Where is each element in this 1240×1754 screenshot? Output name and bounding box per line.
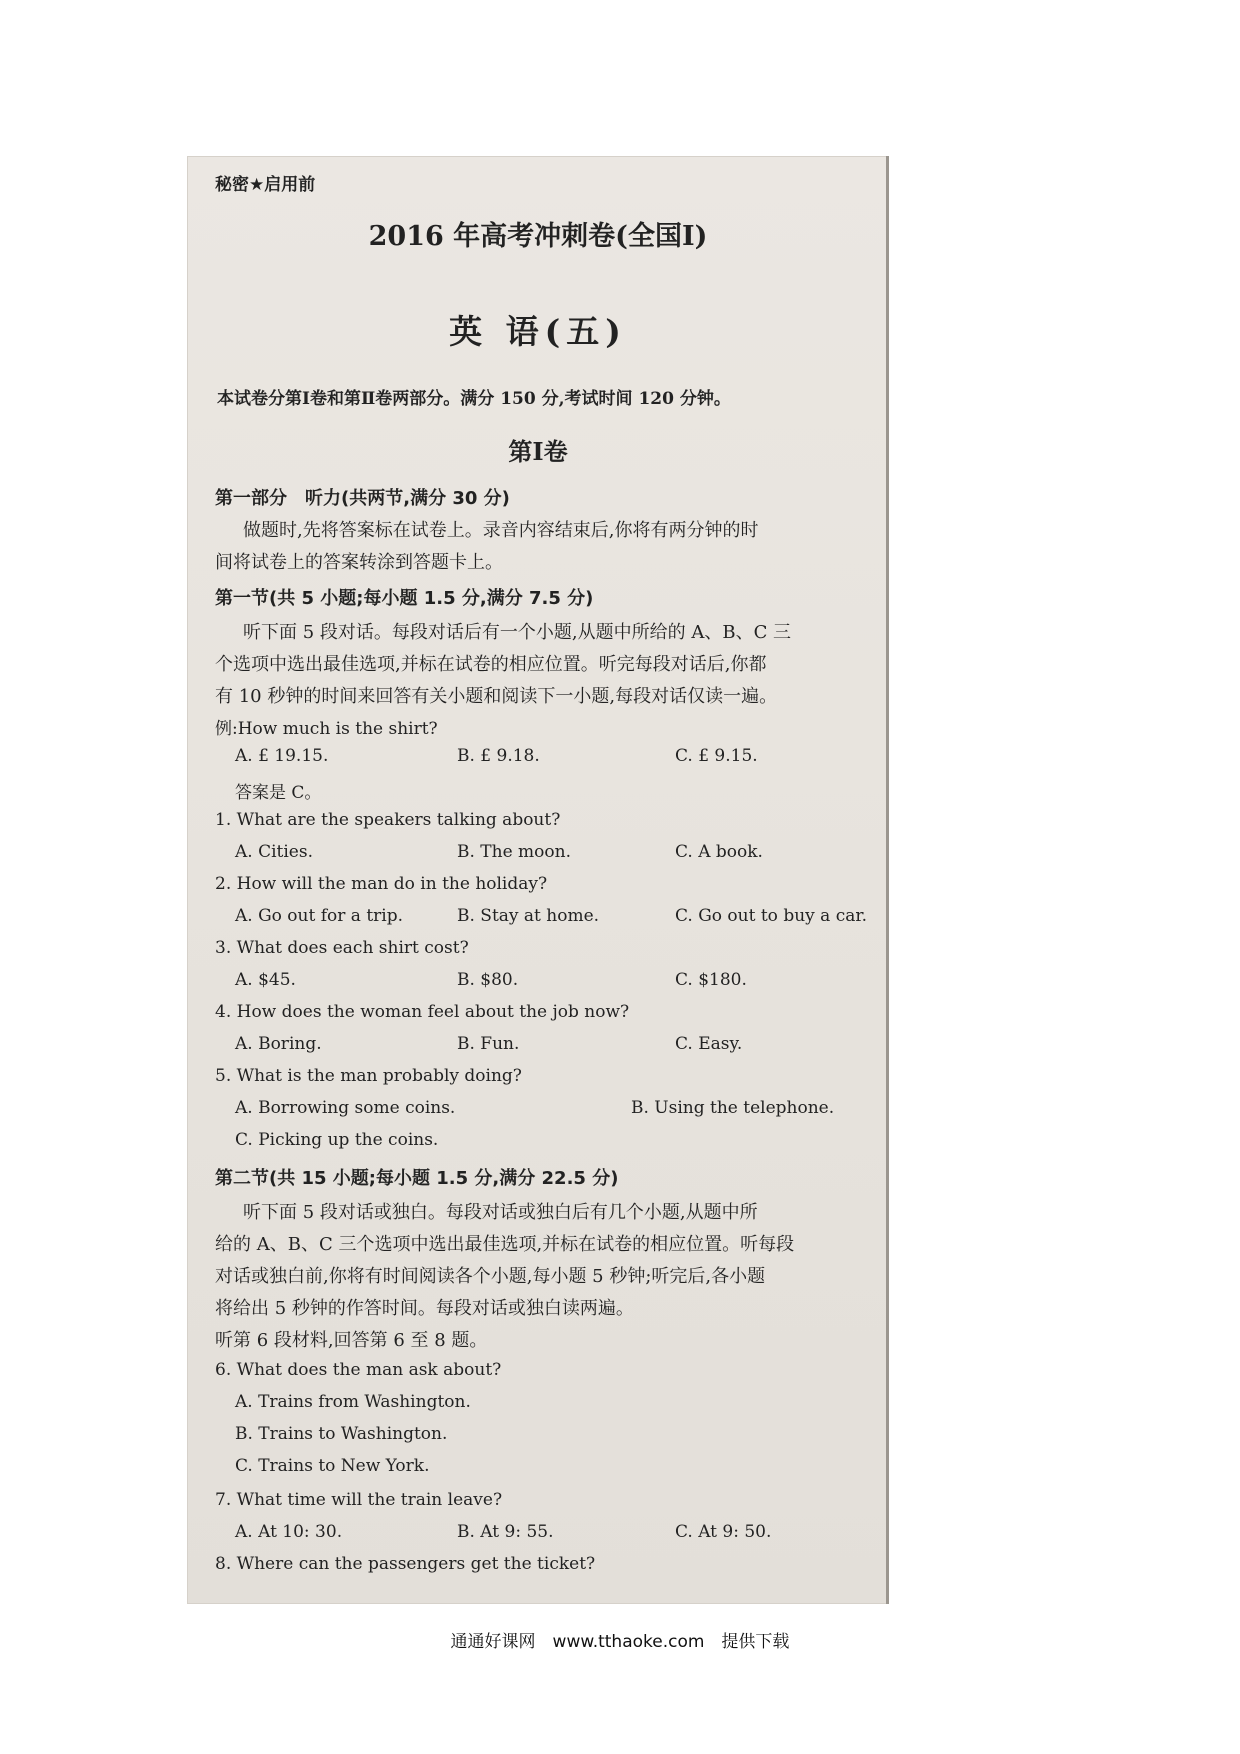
- question-1: 1. What are the speakers talking about?: [215, 810, 561, 830]
- example-option-b: B. £ 9.18.: [457, 746, 540, 766]
- question-6: 6. What does the man ask about?: [215, 1360, 502, 1380]
- q4-option-b: B. Fun.: [457, 1034, 520, 1054]
- q1-option-c: C. A book.: [675, 842, 763, 862]
- section1-instruction-line: 有 10 秒钟的时间来回答有关小题和阅读下一小题,每段对话仅读一遍。: [215, 686, 778, 707]
- section2-instruction-line: 给的 A、B、C 三个选项中选出最佳选项,并标在试卷的相应位置。听每段: [215, 1234, 795, 1255]
- material-intro: 听第 6 段材料,回答第 6 至 8 题。: [215, 1330, 488, 1351]
- section2-heading: 第二节(共 15 小题;每小题 1.5 分,满分 22.5 分): [215, 1168, 619, 1189]
- exam-title: 2016 年高考冲刺卷(全国Ⅰ): [368, 221, 708, 252]
- q7-option-c: C. At 9: 50.: [675, 1522, 772, 1542]
- q4-option-a: A. Boring.: [235, 1034, 322, 1054]
- q6-option-b: B. Trains to Washington.: [235, 1424, 448, 1444]
- confidential-label: 秘密★启用前: [215, 175, 316, 195]
- section1-instruction-line: 个选项中选出最佳选项,并标在试卷的相应位置。听完每段对话后,你都: [215, 654, 767, 675]
- question-8: 8. Where can the passengers get the ticket?: [215, 1554, 596, 1574]
- section1-instruction-line: 听下面 5 段对话。每段对话后有一个小题,从题中所给的 A、B、C 三: [243, 622, 792, 643]
- q3-option-b: B. $80.: [457, 970, 519, 990]
- question-4: 4. How does the woman feel about the job now?: [215, 1002, 630, 1022]
- section2-instruction-line: 听下面 5 段对话或独白。每段对话或独白后有几个小题,从题中所: [243, 1202, 758, 1223]
- q2-option-c: C. Go out to buy a car.: [675, 906, 868, 926]
- q1-option-b: B. The moon.: [457, 842, 571, 862]
- question-2: 2. How will the man do in the holiday?: [215, 874, 548, 894]
- exam-intro: 本试卷分第Ⅰ卷和第Ⅱ卷两部分。满分 150 分,考试时间 120 分钟。: [217, 389, 731, 409]
- part1-instruction-line: 间将试卷上的答案转涂到答题卡上。: [215, 552, 503, 573]
- section1-heading: 第一节(共 5 小题;每小题 1.5 分,满分 7.5 分): [215, 588, 594, 609]
- example-question: 例:How much is the shirt?: [215, 719, 438, 739]
- part1-heading: 第一部分 听力(共两节,满分 30 分): [215, 488, 510, 509]
- question-7: 7. What time will the train leave?: [215, 1490, 503, 1510]
- q3-option-c: C. $180.: [675, 970, 747, 990]
- question-5: 5. What is the man probably doing?: [215, 1066, 522, 1086]
- subject-title: 英 语(五): [449, 312, 627, 351]
- volume-heading: 第Ⅰ卷: [508, 437, 568, 466]
- download-source-footer: 通通好课网 www.tthaoke.com 提供下载: [450, 1632, 790, 1652]
- q3-option-a: A. $45.: [235, 970, 296, 990]
- question-3: 3. What does each shirt cost?: [215, 938, 469, 958]
- q5-option-c: C. Picking up the coins.: [235, 1130, 439, 1150]
- q2-option-a: A. Go out for a trip.: [235, 906, 403, 926]
- q6-option-a: A. Trains from Washington.: [235, 1392, 471, 1412]
- scanned-page: [187, 156, 889, 1604]
- section2-instruction-line: 对话或独白前,你将有时间阅读各个小题,每小题 5 秒钟;听完后,各小题: [215, 1266, 766, 1287]
- q7-option-b: B. At 9: 55.: [457, 1522, 554, 1542]
- example-option-c: C. £ 9.15.: [675, 746, 758, 766]
- q6-option-c: C. Trains to New York.: [235, 1456, 430, 1476]
- q7-option-a: A. At 10: 30.: [235, 1522, 343, 1542]
- q4-option-c: C. Easy.: [675, 1034, 743, 1054]
- example-answer: 答案是 C。: [235, 783, 322, 803]
- part1-instruction-line: 做题时,先将答案标在试卷上。录音内容结束后,你将有两分钟的时: [243, 520, 759, 541]
- q5-option-b: B. Using the telephone.: [631, 1098, 835, 1118]
- q1-option-a: A. Cities.: [235, 842, 313, 862]
- example-option-a: A. £ 19.15.: [235, 746, 329, 766]
- section2-instruction-line: 将给出 5 秒钟的作答时间。每段对话或独白读两遍。: [215, 1298, 634, 1319]
- q5-option-a: A. Borrowing some coins.: [235, 1098, 456, 1118]
- q2-option-b: B. Stay at home.: [457, 906, 600, 926]
